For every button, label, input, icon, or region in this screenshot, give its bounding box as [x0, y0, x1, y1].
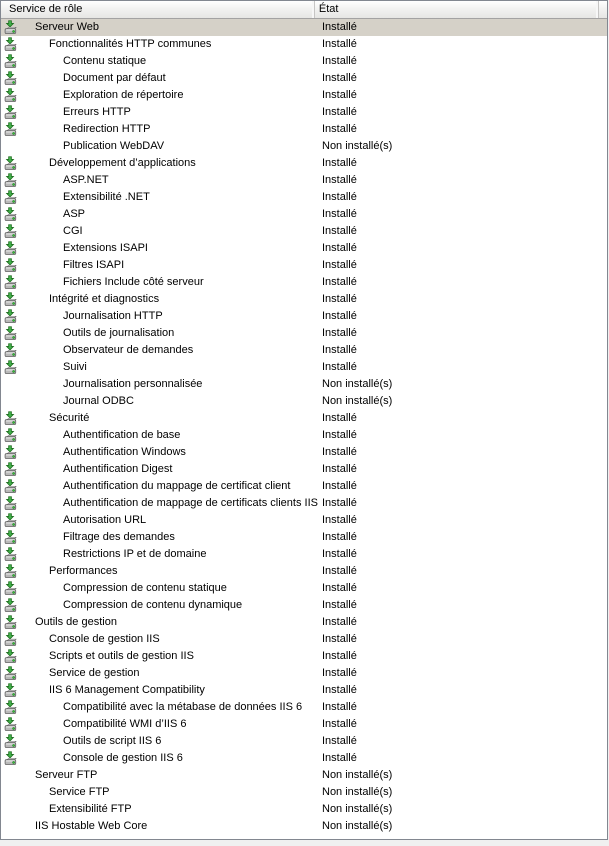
status-label: Installé — [322, 412, 357, 424]
installed-role-icon — [3, 190, 18, 205]
role-service-label: Compression de contenu dynamique — [63, 599, 243, 611]
status-label: Installé — [322, 446, 357, 458]
table-row[interactable] — [1, 801, 607, 818]
table-row[interactable] — [1, 87, 607, 104]
installed-role-icon — [3, 513, 18, 528]
status-label: Installé — [322, 157, 357, 169]
installed-role-icon — [3, 105, 18, 120]
status-label: Installé — [322, 582, 357, 594]
status-label: Installé — [322, 293, 357, 305]
installed-role-icon — [3, 326, 18, 341]
table-row[interactable] — [1, 818, 607, 835]
status-label: Installé — [322, 106, 357, 118]
role-service-label: Restrictions IP et de domaine — [63, 548, 207, 560]
table-row[interactable] — [1, 104, 607, 121]
role-service-label: Service de gestion — [49, 667, 140, 679]
role-service-label: Contenu statique — [63, 55, 147, 67]
table-row[interactable] — [1, 427, 607, 444]
status-label: Installé — [322, 89, 357, 101]
status-label: Installé — [322, 463, 357, 475]
table-row[interactable] — [1, 733, 607, 750]
status-label: Non installé(s) — [322, 820, 393, 832]
role-service-label: Erreurs HTTP — [63, 106, 131, 118]
installed-role-icon — [3, 343, 18, 358]
status-label: Installé — [322, 208, 357, 220]
status-label: Installé — [322, 565, 357, 577]
table-row[interactable] — [1, 121, 607, 138]
table-row[interactable] — [1, 291, 607, 308]
status-label: Installé — [322, 667, 357, 679]
installed-role-icon — [3, 20, 18, 35]
status-label: Installé — [322, 55, 357, 67]
status-label: Installé — [322, 225, 357, 237]
table-row[interactable] — [1, 257, 607, 274]
table-row[interactable] — [1, 19, 607, 36]
installed-role-icon — [3, 615, 18, 630]
role-service-label: Authentification de base — [63, 429, 181, 441]
table-row[interactable] — [1, 461, 607, 478]
role-service-label: Extensibilité FTP — [49, 803, 132, 815]
role-service-label: Fichiers Include côté serveur — [63, 276, 204, 288]
table-row[interactable] — [1, 784, 607, 801]
role-service-label: Console de gestion IIS — [49, 633, 160, 645]
table-row[interactable] — [1, 444, 607, 461]
role-service-label: Serveur Web — [35, 21, 99, 33]
table-row[interactable] — [1, 70, 607, 87]
installed-role-icon — [3, 411, 18, 426]
status-label: Installé — [322, 514, 357, 526]
installed-role-icon — [3, 360, 18, 375]
status-label: Installé — [322, 735, 357, 747]
table-row[interactable] — [1, 206, 607, 223]
table-row[interactable] — [1, 580, 607, 597]
status-label: Non installé(s) — [322, 769, 393, 781]
list-rows — [1, 19, 607, 835]
table-row[interactable] — [1, 767, 607, 784]
status-label: Installé — [322, 752, 357, 764]
role-service-label: IIS Hostable Web Core — [35, 820, 148, 832]
status-label: Installé — [322, 259, 357, 271]
status-label: Installé — [322, 242, 357, 254]
status-label: Non installé(s) — [322, 786, 393, 798]
installed-role-icon — [3, 258, 18, 273]
role-service-label: Service FTP — [49, 786, 110, 798]
installed-role-icon — [3, 292, 18, 307]
installed-role-icon — [3, 683, 18, 698]
role-service-label: Authentification de mappage de certificats clients IIS — [63, 497, 318, 509]
status-label: Non installé(s) — [322, 803, 393, 815]
role-service-label: Redirection HTTP — [63, 123, 151, 135]
table-row[interactable] — [1, 274, 607, 291]
status-label: Installé — [322, 429, 357, 441]
table-row[interactable] — [1, 478, 607, 495]
installed-role-icon — [3, 598, 18, 613]
table-row[interactable] — [1, 376, 607, 393]
status-label: Non installé(s) — [322, 395, 393, 407]
status-label: Installé — [322, 718, 357, 730]
table-row[interactable] — [1, 155, 607, 172]
status-label: Installé — [322, 497, 357, 509]
table-row[interactable] — [1, 359, 607, 376]
role-service-label: Document par défaut — [63, 72, 166, 84]
installed-role-icon — [3, 54, 18, 69]
status-label: Non installé(s) — [322, 140, 393, 152]
status-label: Installé — [322, 616, 357, 628]
status-label: Installé — [322, 191, 357, 203]
role-service-label: Serveur FTP — [35, 769, 98, 781]
installed-role-icon — [3, 224, 18, 239]
status-label: Installé — [322, 123, 357, 135]
role-service-label: Journal ODBC — [63, 395, 134, 407]
status-label: Installé — [322, 72, 357, 84]
installed-role-icon — [3, 428, 18, 443]
status-label: Installé — [322, 531, 357, 543]
role-service-label: Fonctionnalités HTTP communes — [49, 38, 212, 50]
table-row[interactable] — [1, 342, 607, 359]
role-service-label: ASP — [63, 208, 86, 220]
table-row[interactable] — [1, 223, 607, 240]
role-service-label: Autorisation URL — [63, 514, 147, 526]
role-service-label: CGI — [63, 225, 83, 237]
installed-role-icon — [3, 751, 18, 766]
table-row[interactable] — [1, 631, 607, 648]
column-header-filler — [599, 1, 607, 18]
installed-role-icon — [3, 564, 18, 579]
role-service-label: Compatibilité avec la métabase de données IIS 6 — [63, 701, 303, 713]
installed-role-icon — [3, 37, 18, 52]
installed-role-icon — [3, 496, 18, 511]
role-service-label: Scripts et outils de gestion IIS — [49, 650, 194, 662]
role-service-label: Compatibilité WMI d’IIS 6 — [63, 718, 187, 730]
installed-role-icon — [3, 462, 18, 477]
table-row[interactable] — [1, 512, 607, 529]
role-service-label: Outils de journalisation — [63, 327, 175, 339]
table-row[interactable] — [1, 495, 607, 512]
role-service-label: Développement d’applications — [49, 157, 196, 169]
role-service-label: Sécurité — [49, 412, 90, 424]
table-row[interactable] — [1, 393, 607, 410]
status-label: Installé — [322, 633, 357, 645]
role-service-label: Performances — [49, 565, 118, 577]
installed-role-icon — [3, 530, 18, 545]
status-label: Installé — [322, 701, 357, 713]
role-service-label: Outils de gestion — [35, 616, 117, 628]
status-label: Installé — [322, 310, 357, 322]
role-service-label: ASP.NET — [63, 174, 109, 186]
role-service-label: Journalisation personnalisée — [63, 378, 203, 390]
role-service-label: Authentification Digest — [63, 463, 173, 475]
status-label: Installé — [322, 276, 357, 288]
status-label: Installé — [322, 344, 357, 356]
role-service-label: Extensions ISAPI — [63, 242, 148, 254]
installed-role-icon — [3, 700, 18, 715]
status-label: Installé — [322, 38, 357, 50]
table-row[interactable] — [1, 614, 607, 631]
role-service-label: Observateur de demandes — [63, 344, 194, 356]
installed-role-icon — [3, 666, 18, 681]
table-row[interactable] — [1, 682, 607, 699]
status-label: Installé — [322, 174, 357, 186]
installed-role-icon — [3, 479, 18, 494]
status-label: Installé — [322, 650, 357, 662]
installed-role-icon — [3, 156, 18, 171]
table-row[interactable] — [1, 308, 607, 325]
role-service-label: Authentification du mappage de certificat client — [63, 480, 291, 492]
status-label: Installé — [322, 548, 357, 560]
status-label: Installé — [322, 599, 357, 611]
installed-role-icon — [3, 173, 18, 188]
installed-role-icon — [3, 241, 18, 256]
role-service-label: Intégrité et diagnostics — [49, 293, 160, 305]
table-row[interactable] — [1, 240, 607, 257]
table-row[interactable] — [1, 716, 607, 733]
role-service-label: Compression de contenu statique — [63, 582, 227, 594]
role-service-label: Journalisation HTTP — [63, 310, 163, 322]
status-label: Installé — [322, 684, 357, 696]
installed-role-icon — [3, 122, 18, 137]
installed-role-icon — [3, 649, 18, 664]
role-service-label: Filtres ISAPI — [63, 259, 125, 271]
role-service-label: Outils de script IIS 6 — [63, 735, 162, 747]
table-row[interactable] — [1, 597, 607, 614]
status-label: Installé — [322, 480, 357, 492]
installed-role-icon — [3, 632, 18, 647]
table-row[interactable] — [1, 138, 607, 155]
role-service-label: Filtrage des demandes — [63, 531, 175, 543]
role-service-label: IIS 6 Management Compatibility — [49, 684, 205, 696]
installed-role-icon — [3, 207, 18, 222]
table-row[interactable] — [1, 529, 607, 546]
status-label: Installé — [322, 327, 357, 339]
installed-role-icon — [3, 547, 18, 562]
column-header-service-de-role[interactable]: Service de rôle — [1, 1, 315, 18]
table-row[interactable] — [1, 189, 607, 206]
table-row[interactable] — [1, 750, 607, 767]
installed-role-icon — [3, 581, 18, 596]
role-service-label: Authentification Windows — [63, 446, 186, 458]
role-service-label: Extensibilité .NET — [63, 191, 150, 203]
installed-role-icon — [3, 71, 18, 86]
installed-role-icon — [3, 275, 18, 290]
list-header — [1, 1, 607, 19]
table-row[interactable] — [1, 53, 607, 70]
installed-role-icon — [3, 88, 18, 103]
table-row[interactable] — [1, 699, 607, 716]
column-header-etat[interactable]: État — [315, 1, 599, 18]
installed-role-icon — [3, 445, 18, 460]
status-label: Installé — [322, 361, 357, 373]
role-service-label: Exploration de répertoire — [63, 89, 184, 101]
status-label: Non installé(s) — [322, 378, 393, 390]
table-row[interactable] — [1, 563, 607, 580]
table-row[interactable] — [1, 546, 607, 563]
status-label: Installé — [322, 21, 357, 33]
table-row[interactable] — [1, 325, 607, 342]
table-row[interactable] — [1, 410, 607, 427]
table-row[interactable] — [1, 172, 607, 189]
table-row[interactable] — [1, 36, 607, 53]
role-service-label: Publication WebDAV — [63, 140, 165, 152]
table-row[interactable] — [1, 648, 607, 665]
table-row[interactable] — [1, 665, 607, 682]
installed-role-icon — [3, 734, 18, 749]
installed-role-icon — [3, 309, 18, 324]
role-service-label: Console de gestion IIS 6 — [63, 752, 183, 764]
role-service-label: Suivi — [63, 361, 87, 373]
installed-role-icon — [3, 717, 18, 732]
